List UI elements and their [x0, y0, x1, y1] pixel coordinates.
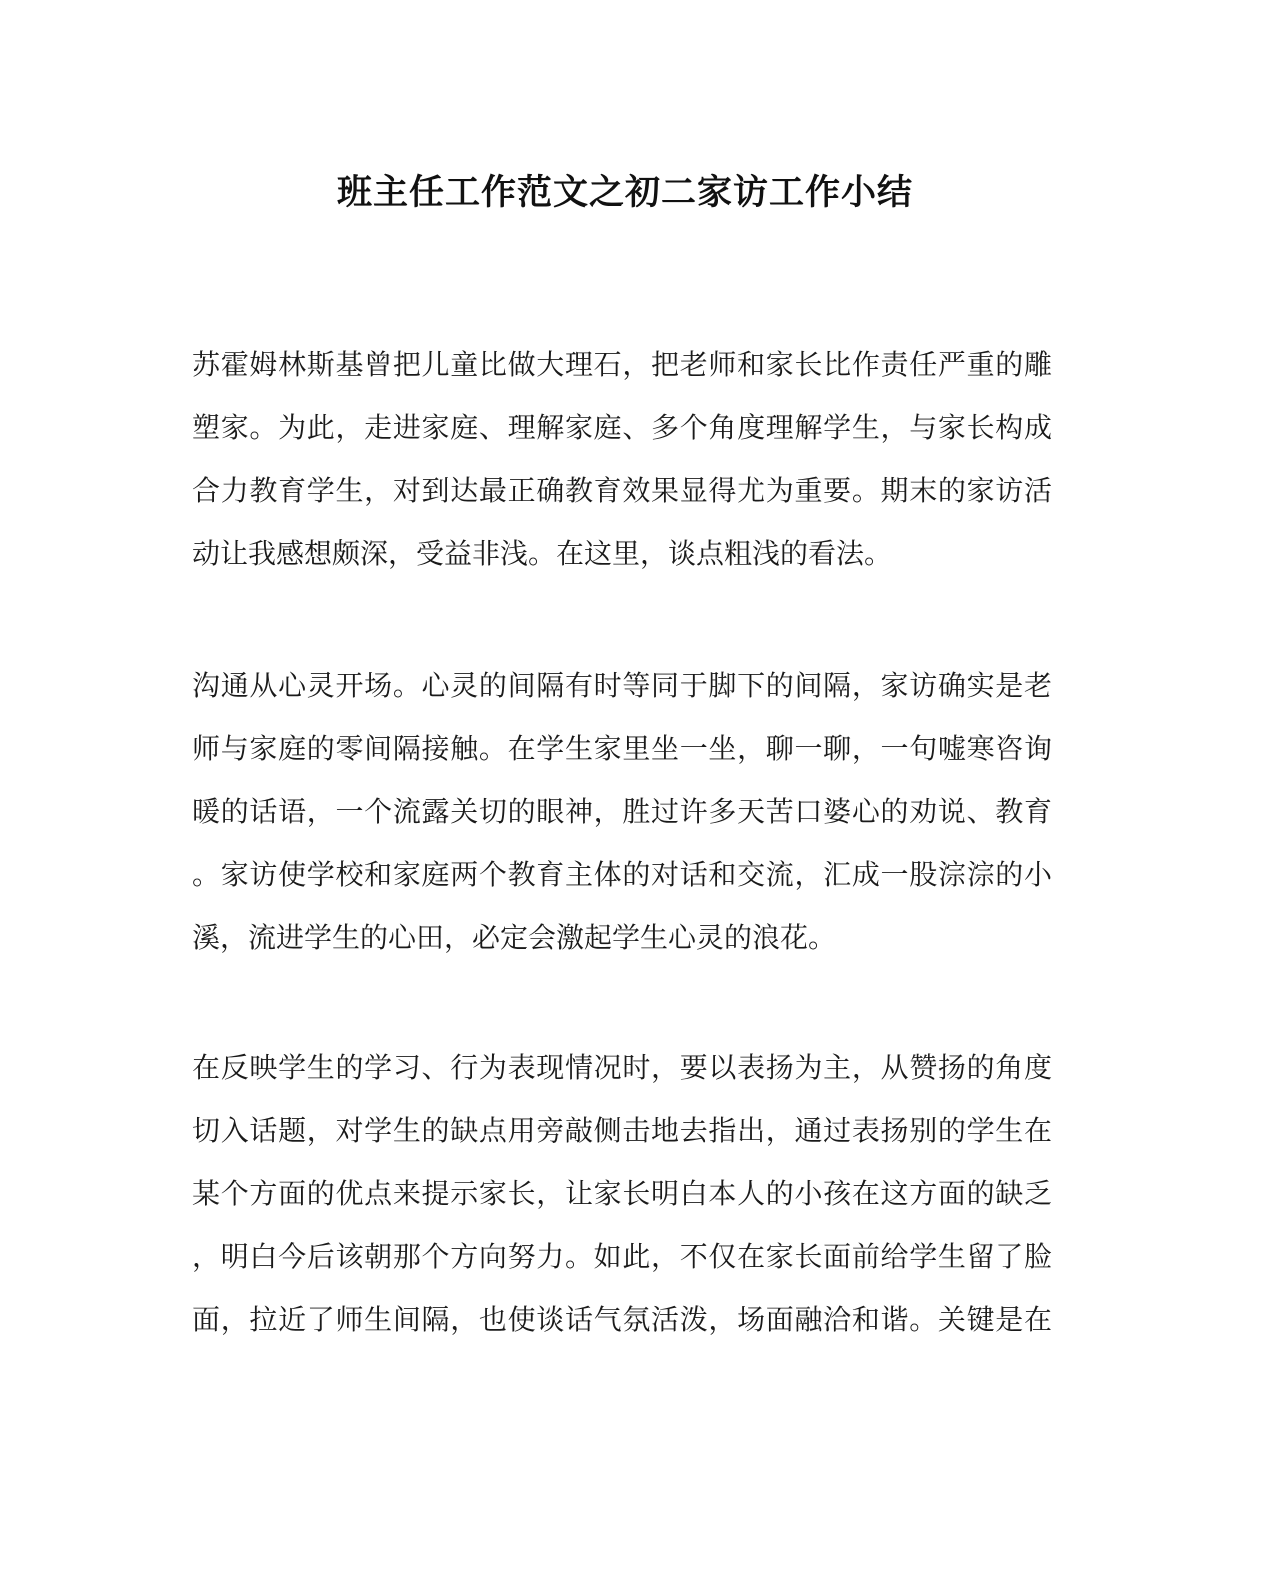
paragraph-1 [192, 333, 1052, 585]
document-title: 班主任工作范文之初二家访工作小结 [336, 172, 913, 213]
paragraph-line: 某个方面的优点来提示家长，让家长明白本人的小孩在这方面的缺乏 [192, 1177, 1052, 1210]
paragraph-2 [192, 654, 1052, 969]
paragraph-line: 合力教育学生，对到达最正确教育效果显得尤为重要。期末的家访活 [192, 474, 1052, 507]
paragraph-line: 在反映学生的学习、行为表现情况时，要以表扬为主，从赞扬的角度 [192, 1051, 1052, 1084]
paragraph-line: 面，拉近了师生间隔，也使谈话气氛活泼，场面融洽和谐。关键是在 [192, 1303, 1052, 1336]
paragraph-line: 塑家。为此，走进家庭、理解家庭、多个角度理解学生，与家长构成 [192, 411, 1052, 444]
paragraph-line: ，明白今后该朝那个方向努力。如此，不仅在家长面前给学生留了脸 [192, 1240, 1052, 1273]
paragraph-line: 沟通从心灵开场。心灵的间隔有时等同于脚下的间隔，家访确实是老 [192, 669, 1052, 702]
paragraph-line: 动让我感想颇深，受益非浅。在这里，谈点粗浅的看法。 [192, 537, 893, 570]
paragraph-line: 师与家庭的零间隔接触。在学生家里坐一坐，聊一聊，一句嘘寒咨询 [192, 732, 1052, 765]
paragraph-3 [192, 1036, 1052, 1351]
paragraph-line: 苏霍姆林斯基曾把儿童比做大理石，把老师和家长比作责任严重的雕 [192, 348, 1052, 381]
paragraph-line: 暖的话语，一个流露关切的眼神，胜过许多天苦口婆心的劝说、教育 [192, 795, 1052, 828]
paragraph-line: 溪，流进学生的心田，必定会激起学生心灵的浪花。 [192, 921, 837, 954]
paragraph-line: 切入话题，对学生的缺点用旁敲侧击地去指出，通过表扬别的学生在 [192, 1114, 1052, 1147]
paragraph-line: 。家访使学校和家庭两个教育主体的对话和交流，汇成一股淙淙的小 [192, 858, 1052, 891]
